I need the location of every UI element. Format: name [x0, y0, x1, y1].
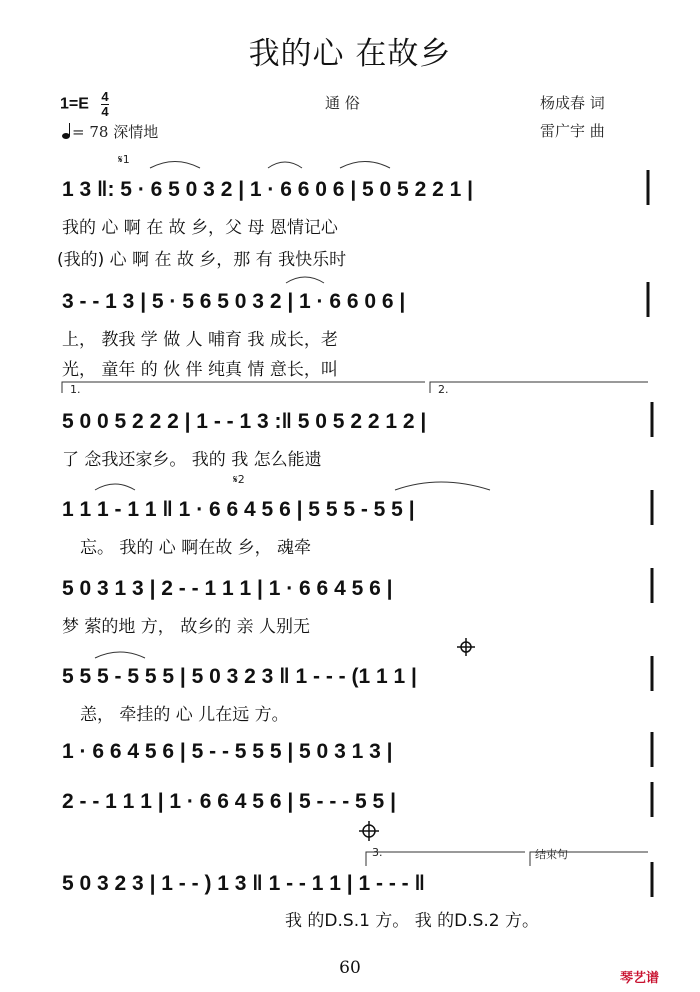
composer-credit: 雷广宇 曲 [540, 122, 605, 140]
volta-3-label: 3. [372, 846, 383, 859]
tempo-text: = 78 深情地 [72, 123, 159, 141]
notation-row-9: 5 0 3 2 3 | 1 - - ) 1 3 ‖ 1 - - 1 1 | 1 - - - ‖ [62, 872, 425, 895]
slur [268, 162, 302, 168]
lyric-row-2a: 上， 教我 学 做 人 哺育 我 成长，老 [62, 330, 338, 350]
slur [95, 652, 145, 658]
lyric-row-4: 忘。 我的 心 啊在故 乡， 魂牵 [80, 538, 312, 558]
lyric-row-6: 恙， 牵挂的 心 儿在远 方。 [80, 705, 289, 725]
notation-row-3: 5 0 0 5 2 2 2 | 1 - - 1 3 :‖ 5 0 5 2 2 1 2 | [62, 410, 427, 433]
volta-2-label: 2. [438, 383, 449, 396]
segno-2: 𝄋2 [233, 473, 245, 486]
segno-1: 𝄋1 [118, 153, 130, 166]
coda-ending-label: 结束句 [535, 848, 568, 861]
lyric-row-3: 了 念我还家乡。 我的 我 怎么能遗 [62, 450, 322, 470]
slur [395, 482, 490, 490]
notation-row-5: 5 0 3 1 3 | 2 - - 1 1 1 | 1 · 6 6 4 5 6 | [62, 577, 393, 600]
notation-row-6: 5 5 5 - 5 5 5 | 5 0 3 2 3 ‖ 1 - - - (1 1 1 | [62, 665, 417, 688]
notation-row-4: 1 1 1 - 1 1 ‖ 1 · 6 6 4 5 6 | 5 5 5 - 5 5 | [62, 498, 415, 521]
slur [150, 162, 200, 169]
key-label: 1=E [60, 95, 89, 113]
lyric-row-2b: 光， 童年 的 伙 伴 纯真 情 意长，叫 [62, 360, 338, 380]
volta-1-label: 1. [70, 383, 81, 396]
notation-row-1: 1 3 ‖: 5 · 6 5 0 3 2 | 1 · 6 6 0 6 | 5 0 5 2 2 1 | [62, 178, 473, 201]
notation-row-2: 3 - - 1 3 | 5 · 5 6 5 0 3 2 | 1 · 6 6 0 6 | [62, 290, 406, 313]
lyric-row-1b: (我的) 心 啊 在 故 乡，那 有 我快乐时 [57, 250, 347, 270]
page-number: 60 [339, 958, 361, 978]
brand-logo [620, 967, 659, 986]
lyric-row-1a: 我的 心 啊 在 故 乡，父 母 恩情记心 [62, 218, 338, 238]
lyric-row-9: 我 的D.S.1 方。 我 的D.S.2 方。 [285, 911, 540, 931]
volta-3-bracket [366, 852, 525, 866]
song-title: 我的心 在故乡 [248, 36, 452, 72]
brand-text: 琴艺谱 [620, 971, 660, 986]
notation-row-7: 1 · 6 6 4 5 6 | 5 - - 5 5 5 | 5 0 3 1 3 | [62, 740, 393, 763]
coda-bracket [530, 852, 648, 866]
slur [95, 484, 135, 490]
time-bottom: 4 [101, 104, 109, 119]
volta-2-bracket [430, 382, 648, 393]
notation-row-8: 2 - - 1 1 1 | 1 · 6 6 4 5 6 | 5 - - - 5 5 | [62, 790, 396, 813]
volta-1-bracket [62, 382, 425, 393]
lyric-row-5: 梦 萦的地 方， 故乡的 亲 人别无 [62, 617, 311, 637]
time-top: 4 [101, 89, 109, 104]
slur [286, 277, 324, 283]
slur [340, 162, 390, 169]
music-style: 通 俗 [325, 94, 360, 112]
lyricist-credit: 杨成春 词 [540, 94, 605, 112]
